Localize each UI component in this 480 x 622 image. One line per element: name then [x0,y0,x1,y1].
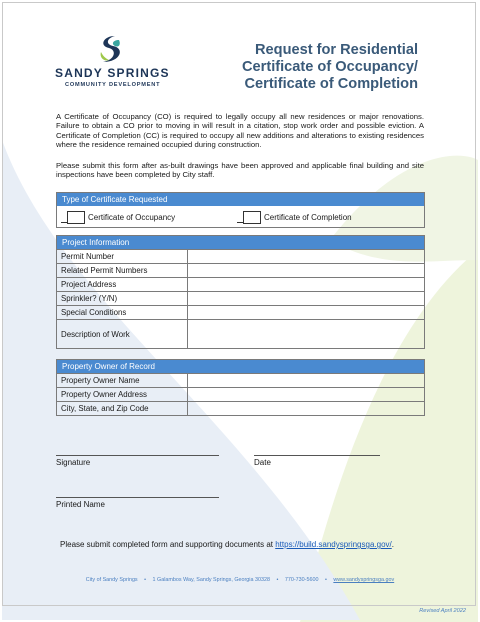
submit-instructions: Please submit completed form and supporting documents at https://build.sandyspringsga.gov/. [60,540,394,549]
field-label: Permit Number [57,250,188,263]
footer-separator: • [276,577,279,583]
sandy-springs-logo-icon [95,34,125,64]
option-certificate-of-occupancy[interactable] [61,211,175,224]
property-owner-name-field[interactable] [188,374,424,387]
printed-name-line[interactable] [56,497,219,498]
permit-number-field[interactable] [188,250,424,263]
project-information-header: Project Information [57,236,424,249]
logo-subtitle: COMMUNITY DEVELOPMENT [65,82,161,88]
field-label: Property Owner Name [57,374,188,387]
submit-link[interactable]: https://build.sandyspringsga.gov/ [275,540,392,549]
field-label: Related Permit Numbers [57,264,188,277]
date-line[interactable] [254,455,380,456]
city-state-zip-field[interactable] [188,402,424,415]
title-line-2: Certificate of Occupancy/ [242,59,418,75]
signature-line[interactable] [56,455,219,456]
project-information-table [56,235,425,349]
footer-separator: • [324,577,327,583]
revised-date: Revised April 2022 [419,608,466,614]
checkbox-blank-icon[interactable] [243,211,261,224]
field-label: Project Address [57,278,188,291]
table-row [57,401,424,415]
table-row [57,319,424,348]
property-owner-header: Property Owner of Record [57,360,424,373]
table-row [57,249,424,263]
intro-paragraph-2: Please submit this form after as-built drawings have been approved and applicable final building and site inspections have been completed by City staff. [56,161,424,180]
certificate-type-table [56,192,425,228]
footer [0,577,480,583]
page-title [242,42,418,93]
table-row [57,373,424,387]
option-certificate-of-completion-label: Certificate of Completion [264,213,352,222]
table-row [57,305,424,319]
table-row [57,263,424,277]
related-permit-numbers-field[interactable] [188,264,424,277]
date-label: Date [254,458,271,467]
certificate-type-header: Type of Certificate Requested [57,193,424,206]
intro-paragraph-1: A Certificate of Occupancy (CO) is required to legally occupy all new residences or major renovations. Failure to obtain a CO prior to moving in will result in a citation, stop work order and possible eviction. A Certificate of Completion (CC) is required to occupy all new additions and alterations to existing residences where the residence remained occupied during construction. [56,112,424,149]
field-label: Sprinkler? (Y/N) [57,292,188,305]
field-label: Description of Work [57,320,188,348]
property-owner-table [56,359,425,416]
footer-phone: 770-730-5600 [284,577,319,583]
footer-separator: • [144,577,147,583]
field-label: City, State, and Zip Code [57,402,188,415]
signature-label: Signature [56,458,91,467]
logo [55,34,173,88]
option-certificate-of-occupancy-label: Certificate of Occupancy [88,213,176,222]
field-label: Property Owner Address [57,388,188,401]
title-line-1: Request for Residential [255,42,418,58]
table-row [57,277,424,291]
submit-text: Please submit completed form and supporting documents at [60,540,276,549]
title-line-3: Certificate of Completion [244,76,418,92]
field-label: Special Conditions [57,306,188,319]
description-of-work-field[interactable] [188,320,424,348]
footer-org: City of Sandy Springs [85,577,138,583]
sprinkler-field[interactable] [188,292,424,305]
checkbox-blank-icon[interactable] [67,211,85,224]
option-certificate-of-completion[interactable] [237,211,352,224]
table-row [57,387,424,401]
footer-address: 1 Galambos Way, Sandy Springs, Georgia 30328 [152,577,270,583]
logo-name: SANDY SPRINGS [55,66,170,80]
printed-name-label: Printed Name [56,500,105,509]
special-conditions-field[interactable] [188,306,424,319]
property-owner-address-field[interactable] [188,388,424,401]
footer-website-link[interactable]: www.sandyspringsga.gov [333,577,395,583]
table-row [57,291,424,305]
project-address-field[interactable] [188,278,424,291]
